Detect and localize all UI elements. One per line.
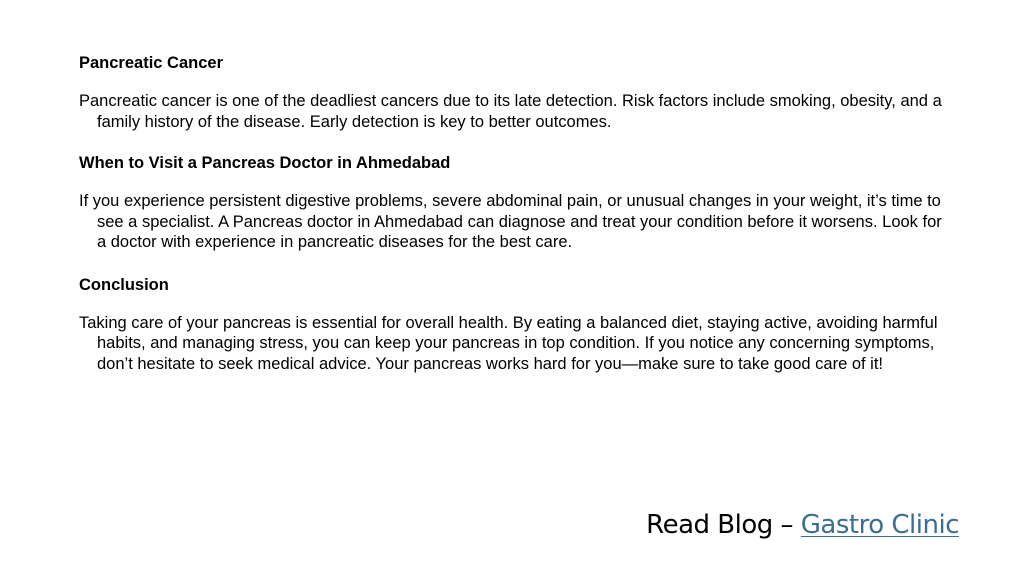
section-heading-conclusion: Conclusion [79,275,169,294]
read-blog-footer [646,507,959,543]
section-paragraph-conclusion: Taking care of your pancreas is essential for overall health. By eating a balanced diet, staying active, avoiding harmful habits, and managing stress, you can keep your pancreas in top condition. If you notice any concerning symptoms, don’t hesitate to seek medical advice. Your pancreas works hard for you—make sure to take good care of it! [79,313,938,373]
section-paragraph-pancreatic-cancer: Pancreatic cancer is one of the deadliest cancers due to its late detection. Risk factors include smoking, obesity, and a family history of the disease. Early detection is key to better outcomes. [79,92,942,131]
section-heading-when-to-visit: When to Visit a Pancreas Doctor in Ahmedabad [79,154,451,172]
section-paragraph-when-to-visit: If you experience persistent digestive problems, severe abdominal pain, or unusual changes in your weight, it’s time to see a specialist. A Pancreas doctor in Ahmedabad can diagnose and treat your condition before it worsens. Look for a doctor with experience in pancreatic diseases for the best care. [79,192,942,251]
slide-content [79,53,949,374]
section-heading-pancreatic-cancer: Pancreatic Cancer [79,54,223,72]
gastro-clinic-link[interactable]: Gastro Clinic [800,510,959,540]
read-blog-prefix: Read Blog – [646,510,801,540]
